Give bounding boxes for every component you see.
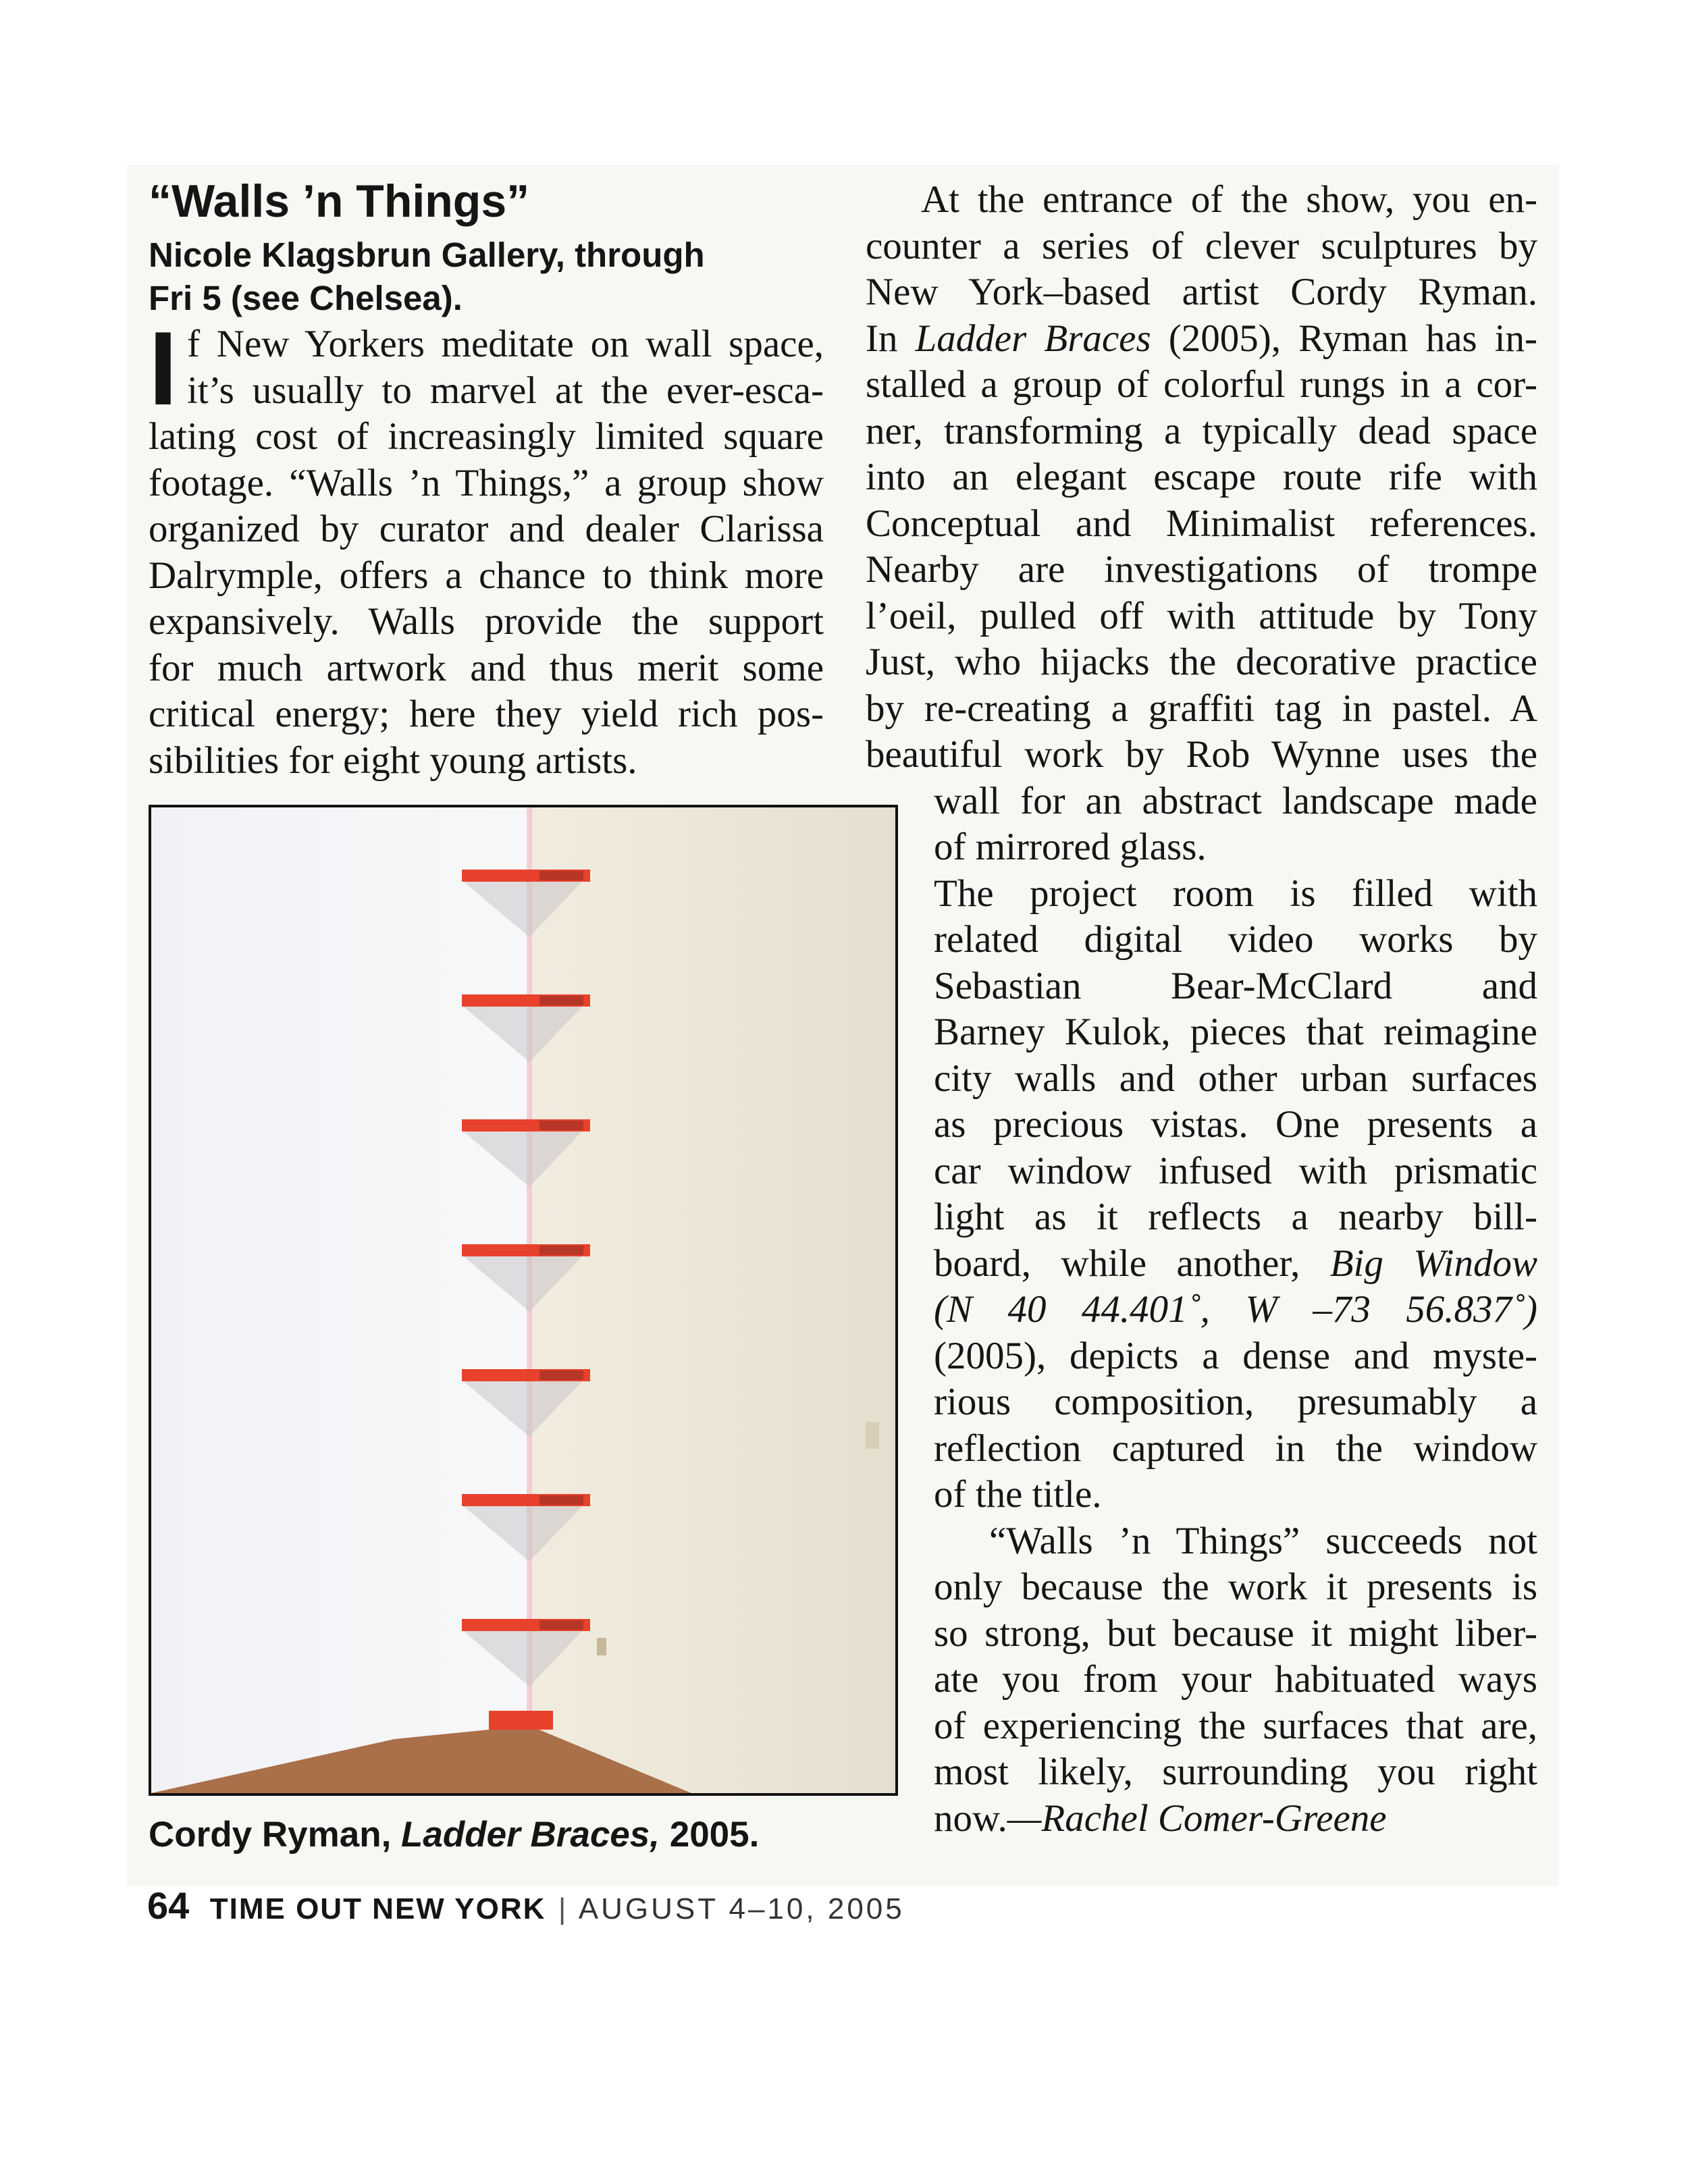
text-line: most likely, surrounding you right bbox=[934, 1751, 1537, 1793]
text-line: Dalrymple, offers a chance to think more bbox=[149, 554, 824, 597]
text-fragment: now. bbox=[934, 1796, 1007, 1840]
artwork-title-coordinates: (N 40 44.401˚, W –73 56.837˚) bbox=[934, 1288, 1537, 1331]
text-line: Barney Kulok, pieces that reimagine bbox=[934, 1011, 1537, 1053]
text-line: Just, who hijacks the decorative practice bbox=[866, 641, 1537, 683]
text-line: expansively. Walls provide the support bbox=[149, 600, 824, 643]
text-line: it’s usually to marvel at the ever-esca- bbox=[187, 369, 824, 412]
artwork-title: Ladder Braces bbox=[915, 317, 1151, 360]
text-line bbox=[866, 1796, 1537, 1842]
text-line: footage. “Walls ’n Things,” a group show bbox=[149, 461, 824, 504]
text-line: l’oeil, pulled off with attitude by Tony bbox=[866, 594, 1537, 637]
rung-shade bbox=[539, 1495, 583, 1505]
text-line: related digital video works by bbox=[934, 918, 1537, 961]
photo-caption bbox=[149, 1813, 891, 1857]
text-line bbox=[866, 316, 1537, 363]
caption-title: Ladder Braces, bbox=[401, 1815, 660, 1855]
rung-shade bbox=[539, 1620, 583, 1630]
text-line: of mirrored glass. bbox=[934, 826, 1207, 868]
rung-shade bbox=[539, 1370, 583, 1380]
text-line: by re-creating a graffiti tag in pastel. A bbox=[866, 687, 1537, 730]
right-column bbox=[866, 177, 1537, 1842]
text-line: as precious vistas. One presents a bbox=[934, 1103, 1537, 1146]
text-line: Sebastian Bear-McClard and bbox=[934, 964, 1537, 1007]
text-fragment: (2005), Ryman has in- bbox=[1151, 317, 1537, 360]
issue-date: AUGUST 4–10, 2005 bbox=[578, 1892, 905, 1925]
text-line: Conceptual and Minimalist references. bbox=[866, 502, 1537, 545]
text-line: At the entrance of the show, you en- bbox=[921, 178, 1537, 221]
rung-shade bbox=[539, 1246, 583, 1255]
caption-artist: Cordy Ryman, bbox=[149, 1815, 402, 1855]
floor-block bbox=[489, 1711, 553, 1730]
text-line: ate you from your habituated ways bbox=[934, 1658, 1537, 1701]
text-line: Nearby are investigations of trompe bbox=[866, 548, 1537, 591]
text-line: for much artwork and thus merit some bbox=[149, 646, 824, 689]
page-footer bbox=[147, 1884, 905, 1927]
text-line bbox=[866, 1241, 1537, 1287]
paragraph-1 bbox=[866, 177, 1537, 871]
right-wall bbox=[529, 807, 895, 1793]
text-line: organized by curator and dealer Clarissa bbox=[149, 508, 824, 550]
text-line: The project room is filled with bbox=[934, 872, 1537, 915]
text-line: stalled a group of colorful rungs in a cor- bbox=[866, 363, 1537, 406]
text-line: light as it reflects a nearby bill- bbox=[934, 1196, 1537, 1238]
paragraph-2 bbox=[866, 871, 1537, 1518]
caption-year: 2005. bbox=[660, 1815, 760, 1855]
text-line: only because the work it presents is bbox=[934, 1566, 1537, 1608]
text-line bbox=[866, 1518, 1537, 1565]
publication-name: TIME OUT NEW YORK bbox=[209, 1892, 546, 1925]
text-line: f New Yorkers meditate on wall space, bbox=[187, 323, 824, 365]
text-line: city walls and other urban surfaces bbox=[934, 1057, 1537, 1100]
rung-shade bbox=[539, 871, 583, 880]
intro-paragraph bbox=[149, 310, 824, 784]
ladder-braces-image bbox=[151, 807, 895, 1793]
text-line: lating cost of increasingly limited square bbox=[149, 415, 824, 458]
text-line: rious composition, presumably a bbox=[934, 1381, 1537, 1423]
text-line: so strong, but because it might liber- bbox=[934, 1612, 1537, 1655]
venue-line-2: Fri 5 (see Chelsea). bbox=[149, 279, 463, 317]
text-line: of experiencing the surfaces that are, bbox=[934, 1704, 1537, 1747]
text-line: beautiful work by Rob Wynne uses the bbox=[866, 733, 1537, 776]
artwork-photo bbox=[149, 805, 898, 1796]
text-line: ner, transforming a typically dead space bbox=[866, 409, 1537, 452]
text-line bbox=[866, 1287, 1537, 1333]
text-line: (2005), depicts a dense and myste- bbox=[934, 1334, 1537, 1377]
text-line: critical energy; here they yield rich pos- bbox=[149, 693, 824, 735]
text-line: counter a series of clever sculptures by bbox=[866, 224, 1537, 267]
text-fragment: board, while another, bbox=[934, 1242, 1330, 1285]
text-line: reflection captured in the window bbox=[934, 1427, 1537, 1470]
text-fragment: “Walls ’n Things” succeeds not bbox=[989, 1519, 1537, 1562]
wall-outlet bbox=[597, 1638, 606, 1655]
left-wall bbox=[151, 807, 529, 1793]
text-line: of the title. bbox=[934, 1473, 1102, 1516]
text-line: wall for an abstract landscape made bbox=[934, 779, 1537, 822]
rung-shade bbox=[539, 1121, 583, 1130]
page-number: 64 bbox=[147, 1884, 190, 1927]
artwork-title: Big Window bbox=[1329, 1242, 1537, 1285]
left-column bbox=[149, 174, 824, 784]
byline: —Rachel Comer-Greene bbox=[1007, 1796, 1387, 1840]
text-line: sibilities for eight young artists. bbox=[149, 739, 637, 782]
text-line: car window infused with prismatic bbox=[934, 1149, 1537, 1192]
drop-cap: I bbox=[149, 310, 178, 427]
footer-separator: | bbox=[558, 1892, 566, 1925]
wall-outlet bbox=[866, 1422, 879, 1449]
rung-shade bbox=[539, 996, 583, 1005]
headline: “Walls ’n Things” bbox=[149, 176, 530, 227]
paragraph-3 bbox=[866, 1518, 1537, 1842]
text-line: New York–based artist Cordy Ryman. bbox=[866, 271, 1537, 313]
venue-line-1: Nicole Klagsbrun Gallery, through bbox=[149, 236, 705, 274]
text-line: into an elegant escape route rife with bbox=[866, 456, 1537, 498]
text-fragment: In bbox=[866, 317, 916, 360]
